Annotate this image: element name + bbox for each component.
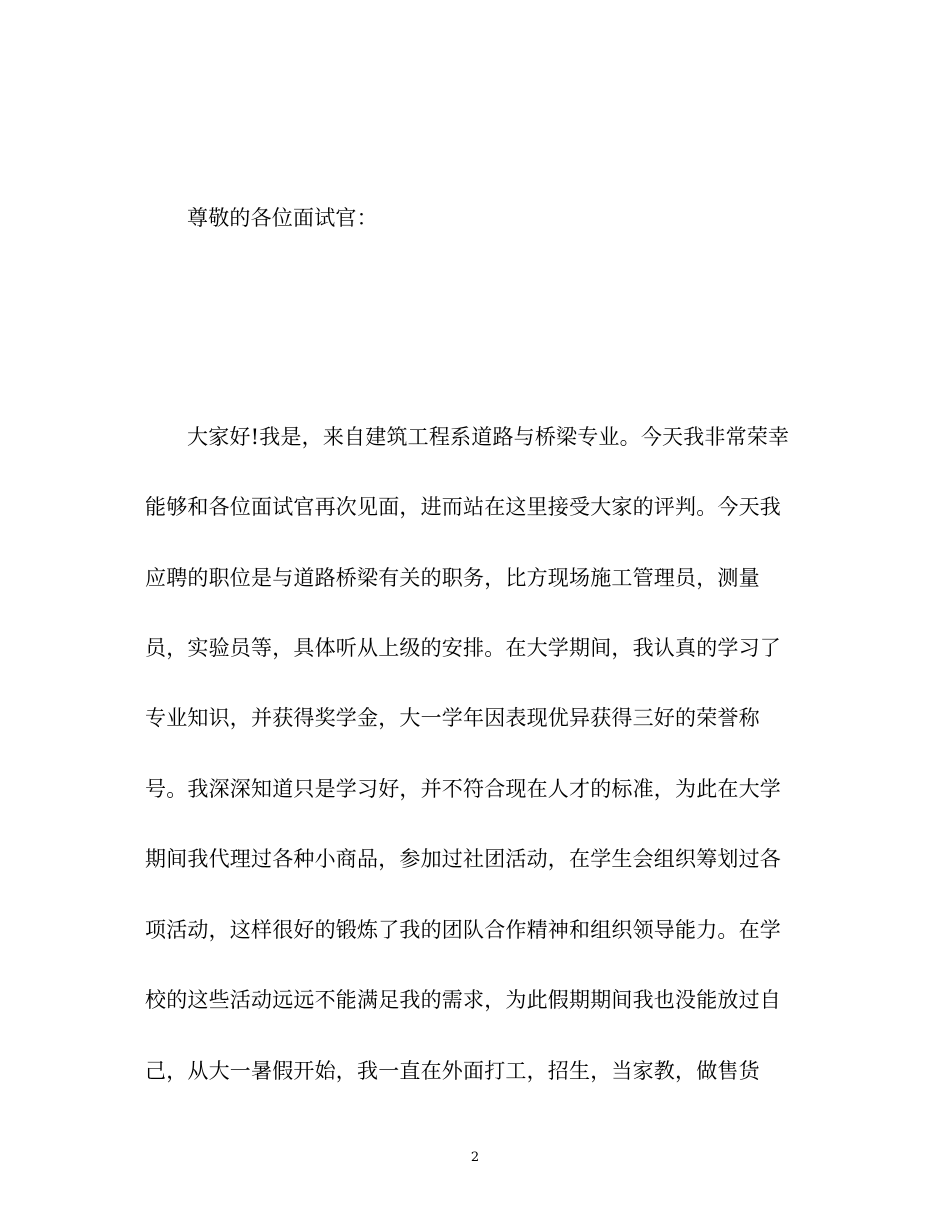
body-line: 大家好!我是，来自建筑工程系道路与桥梁专业。今天我非常荣幸 [187,425,790,449]
body-line: 员，实验员等，具体听从上级的安排。在大学期间，我认真的学习了 [145,636,781,660]
body-line: 己，从大一暑假开始，我一直在外面打工，招生，当家教，做售货 [145,1059,760,1083]
salutation: 尊敬的各位面试官： [187,206,378,230]
body-line: 项活动，这样很好的锻炼了我的团队合作精神和组织领导能力。在学 [145,918,781,942]
body-line: 专业知识，并获得奖学金，大一学年因表现优异获得三好的荣誉称 [145,706,760,730]
body-line: 期间我代理过各种小商品，参加过社团活动，在学生会组织筹划过各 [145,847,781,871]
body-line: 能够和各位面试官再次见面，进而站在这里接受大家的评判。今天我 [145,495,781,519]
body-line: 应聘的职位是与道路桥梁有关的职务，比方现场施工管理员，测量 [145,566,760,590]
page-number: 2 [470,1150,480,1165]
body-line: 校的这些活动远远不能满足我的需求，为此假期期间我也没能放过自 [145,988,781,1012]
body-line: 号。我深深知道只是学习好，并不符合现在人才的标准，为此在大学 [145,777,781,801]
